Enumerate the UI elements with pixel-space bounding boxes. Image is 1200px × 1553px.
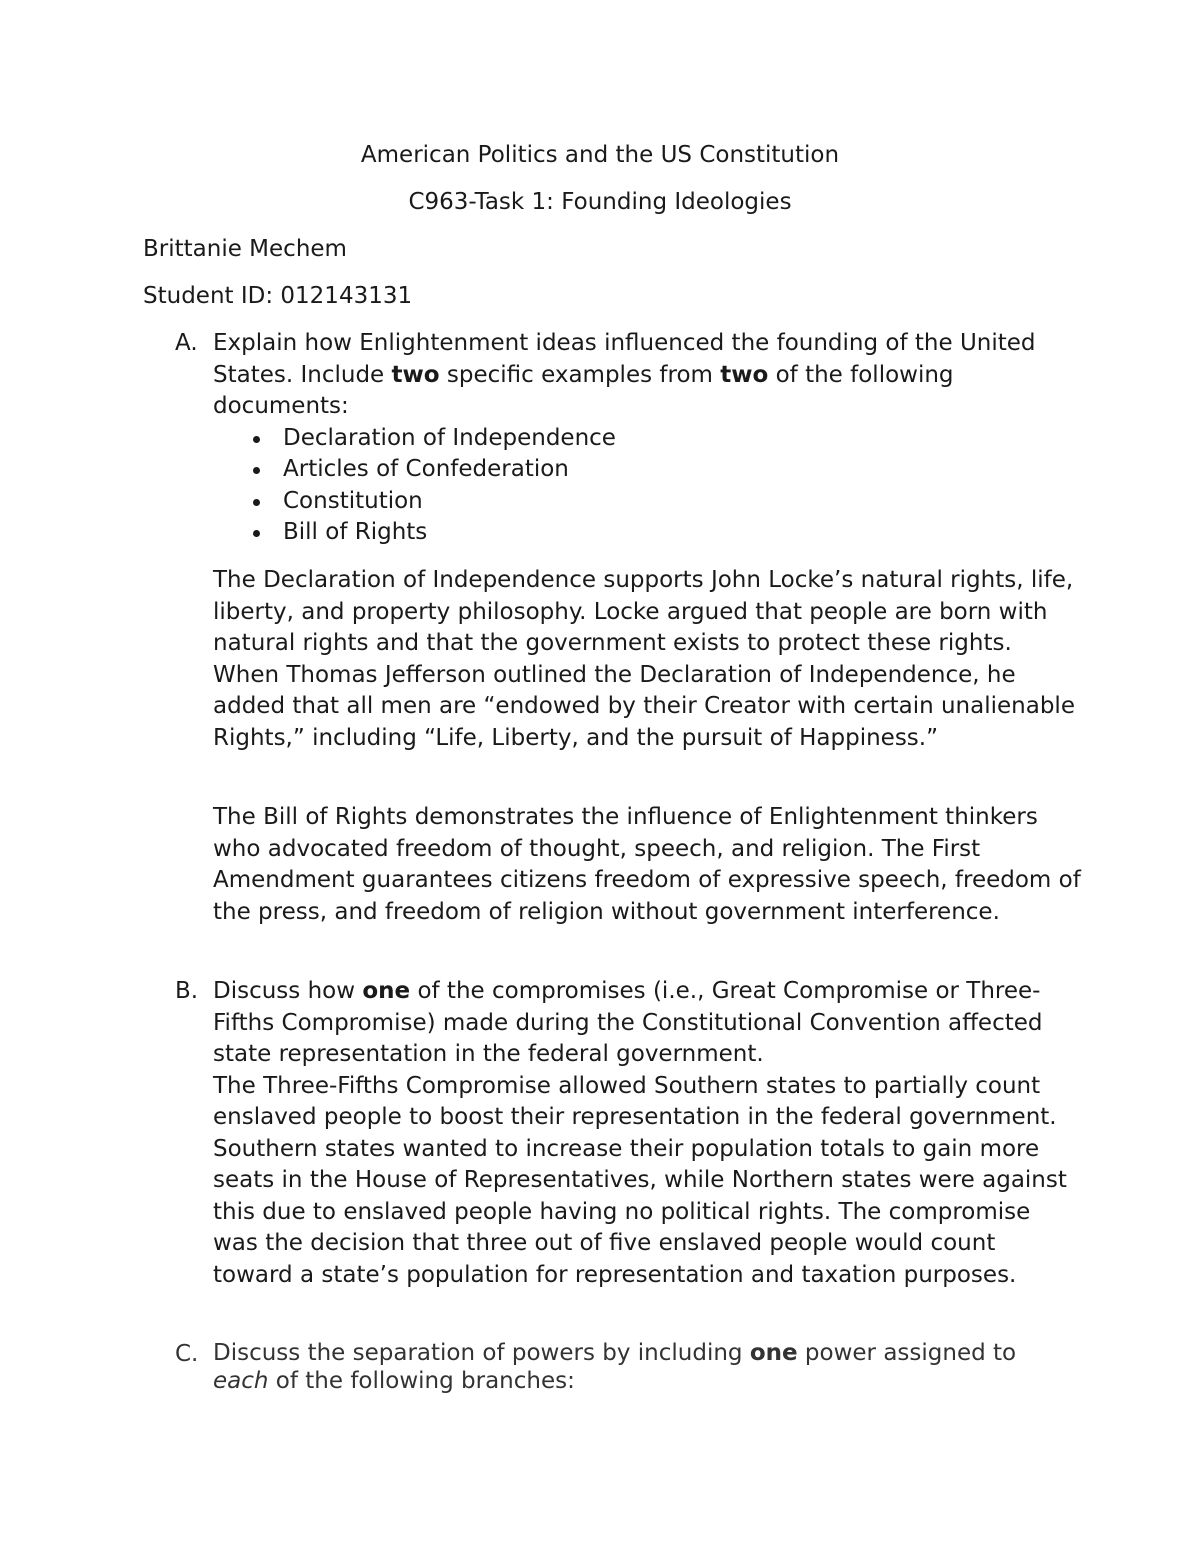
section-b [175,976,1075,1291]
list-item [213,517,1075,549]
section-a [175,328,1075,549]
section-b-prompt-text: Discuss how [213,978,363,1004]
bullet-icon [253,499,260,506]
section-b-content [213,976,1075,1291]
student-id: Student ID: 012143131 [143,283,413,309]
section-a-prompt-text: specific examples from [439,361,721,388]
list-item [213,454,1075,486]
section-a-answer-2 [213,802,1083,928]
section-a-prompt-text: of the following documents: [213,361,954,419]
section-b-marker: B. [175,978,199,1004]
bullet-icon [253,436,260,443]
section-b-prompt-text: of the compromises (i.e., Great Compromise or Three-Fifths Compromise) made during the Constitutional Convention affected state representation in the federal government. [213,978,1043,1067]
section-c-prompt [213,1339,1075,1395]
section-c-prompt-italic: each [213,1368,269,1394]
section-a-prompt-emphasis: two [720,361,769,388]
bullet-icon [253,530,260,537]
section-a-marker: A. [175,330,198,356]
list-item-label: Articles of Confederation [283,456,569,482]
section-c-prompt-text: power assigned to [797,1340,1017,1366]
student-name: Brittanie Mechem [143,236,347,262]
section-c [175,1339,1075,1395]
section-a-answer-1 [213,565,1083,754]
list-item-label: Declaration of Independence [283,424,616,451]
list-item [213,423,1075,455]
section-b-prompt [213,976,1075,1071]
list-item-label: Constitution [283,487,423,514]
documents-list [213,423,1075,549]
answer-paragraph: The Bill of Rights demonstrates the influence of Enlightenment thinkers who advocated freedom of thought, speech, and religion. The First Amendment guarantees citizens freedom of expressive speech, freedom of the press, and freedom of religion without government interference. [213,804,1081,925]
section-a-prompt-emphasis: two [391,361,440,388]
list-item-label: Bill of Rights [283,519,428,545]
section-c-prompt-text: of the following branches: [268,1368,575,1394]
section-c-prompt-text: Discuss the separation of powers by including [213,1340,750,1366]
section-a-prompt [213,328,1075,549]
section-c-prompt-emphasis: one [749,1340,798,1366]
course-title: American Politics and the US Constitution [360,142,840,168]
list-item [213,486,1075,518]
bullet-icon [253,467,260,474]
section-a-prompt-text: Explain how Enlightenment ideas influenced the founding of the United States. Include [213,330,1036,388]
task-title: C963-Task 1: Founding Ideologies [408,189,792,215]
section-b-prompt-emphasis: one [362,978,411,1004]
section-c-marker: C. [175,1341,199,1367]
answer-paragraph: The Declaration of Independence supports John Locke’s natural rights, life, liberty, and property philosophy. Locke argued that people are born with natural rights and that the government exists to protect these rights. When Thomas Jefferson outlined the Declaration of Independence, he added that all men are “endowed by their Creator with certain unalienable Rights,” including “Life, Liberty, and the pursuit of Happiness.” [213,567,1075,751]
section-b-answer: The Three-Fifths Compromise allowed Southern states to partially count enslaved people to boost their representation in the federal government. Southern states wanted to increase their population totals to gain more seats in the House of Representatives, while Northern states were against this due to enslaved people having no political rights. The compromise was the decision that three out of five enslaved people would count toward a state’s population for representation and taxation purposes. [213,1072,1067,1288]
